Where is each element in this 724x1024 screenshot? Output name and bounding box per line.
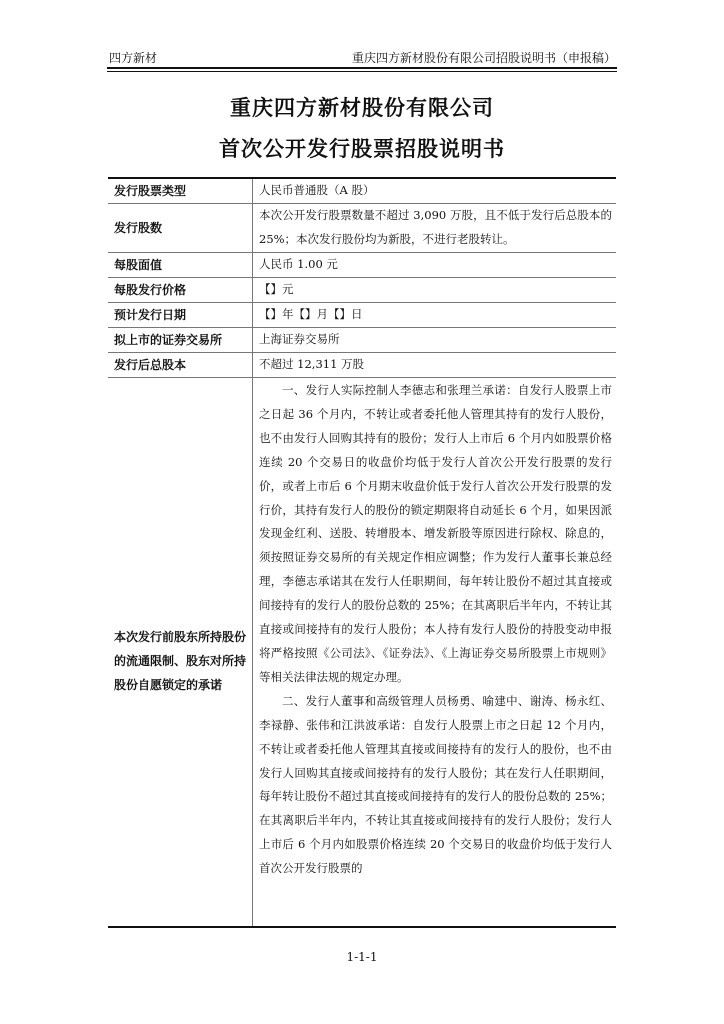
row-label: 发行股数 — [108, 204, 253, 252]
table-row — [108, 204, 616, 253]
row-label: 发行后总股本 — [108, 353, 253, 377]
row-label: 每股发行价格 — [108, 278, 253, 302]
header-rule-thin — [107, 71, 617, 72]
row-value: 不超过 12,311 万股 — [259, 357, 365, 371]
row-label: 拟上市的证券交易所 — [108, 328, 253, 352]
commitment-paragraph-1: 一、发行人实际控制人李德志和张理兰承诺：自发行人股票上市之日起 36 个月内，不转让或者委托他人管理其持有的发行人股份，也不由发行人回购其持有的股份；发行人上市后 6 个月内如股票价格连续 20 个交易日的收盘价均低于发行人首次公开发行股票的发行价，或者上市后 6 个月期末收盘价低于发行人首次公开发行股票的发行价，其持有发行人的股份的锁定期限将自动延长 6 个月，如果因派发现金红利、送股、转增股本、增发新股等原因进行除权、除息的，须按照证券交易所的有关规定作相应调整；作为发行人董事长兼总经理，李德志承诺其在发行人任职期间，每年转让股份不超过其直接或间接持有的发行人的股份总数的 25%；在其离职后半年内，不转让其直接或间接持有的发行人股份；本人持有发行人股份的持股变动申报将严格按照《公司法》、《证券法》、《上海证券交易所股票上市规则》等相关法律法规的规定办理。 — [259, 383, 612, 684]
table-row-commitment — [108, 378, 616, 926]
row-value: 【】年【】月【】日 — [259, 307, 363, 321]
header-document-title: 重庆四方新材股份有限公司招股说明书（申报稿） — [351, 51, 616, 65]
row-label: 发行股票类型 — [108, 179, 253, 203]
document-title-prospectus: 首次公开发行股票招股说明书 — [219, 137, 505, 161]
row-value: 上海证券交易所 — [259, 332, 340, 346]
document-title-company: 重庆四方新材股份有限公司 — [230, 96, 494, 120]
page-number: 1-1-1 — [346, 950, 378, 964]
table-row — [108, 179, 616, 204]
row-label: 每股面值 — [108, 253, 253, 277]
table-row — [108, 353, 616, 378]
commitment-text — [253, 378, 616, 926]
table-row — [108, 328, 616, 353]
row-value: 【】元 — [259, 282, 294, 296]
commitment-paragraph-2: 二、发行人董事和高级管理人员杨勇、喻建中、谢涛、杨永红、李禄静、张伟和江洪波承诺：自发行人股票上市之日起 12 个月内，不转让或者委托他人管理其直接或间接持有的发行人的股份，也不由发行人回购其直接或间接持有的发行人股份；其在发行人任职期间，每年转让股份不超过其直接或间接持有的发行人的股份总数的 25%；在其离职后半年内，不转让其直接或间接持有的发行人股份；发行人上市后 6 个月内如股票价格连续 20 个交易日的收盘价均低于发行人首次公开发行股票的 — [259, 693, 612, 876]
header-rule-thick — [107, 67, 617, 69]
row-value: 本次公开发行股票数量不超过 3,090 万股，且不低于发行后总股本的 25%；本次发行股份均为新股，不进行老股转让。 — [259, 208, 612, 246]
table-row — [108, 303, 616, 328]
table-row — [108, 278, 616, 303]
row-value: 人民币 1.00 元 — [259, 257, 338, 271]
row-label: 预计发行日期 — [108, 303, 253, 327]
offering-summary-table — [108, 177, 616, 928]
header-company-short: 四方新材 — [109, 51, 158, 65]
commitment-label: 本次发行前股东所持股份的流通限制、股东对所持股份自愿锁定的承诺 — [108, 378, 253, 926]
table-row — [108, 253, 616, 278]
row-value: 人民币普通股（A 股） — [259, 183, 375, 197]
